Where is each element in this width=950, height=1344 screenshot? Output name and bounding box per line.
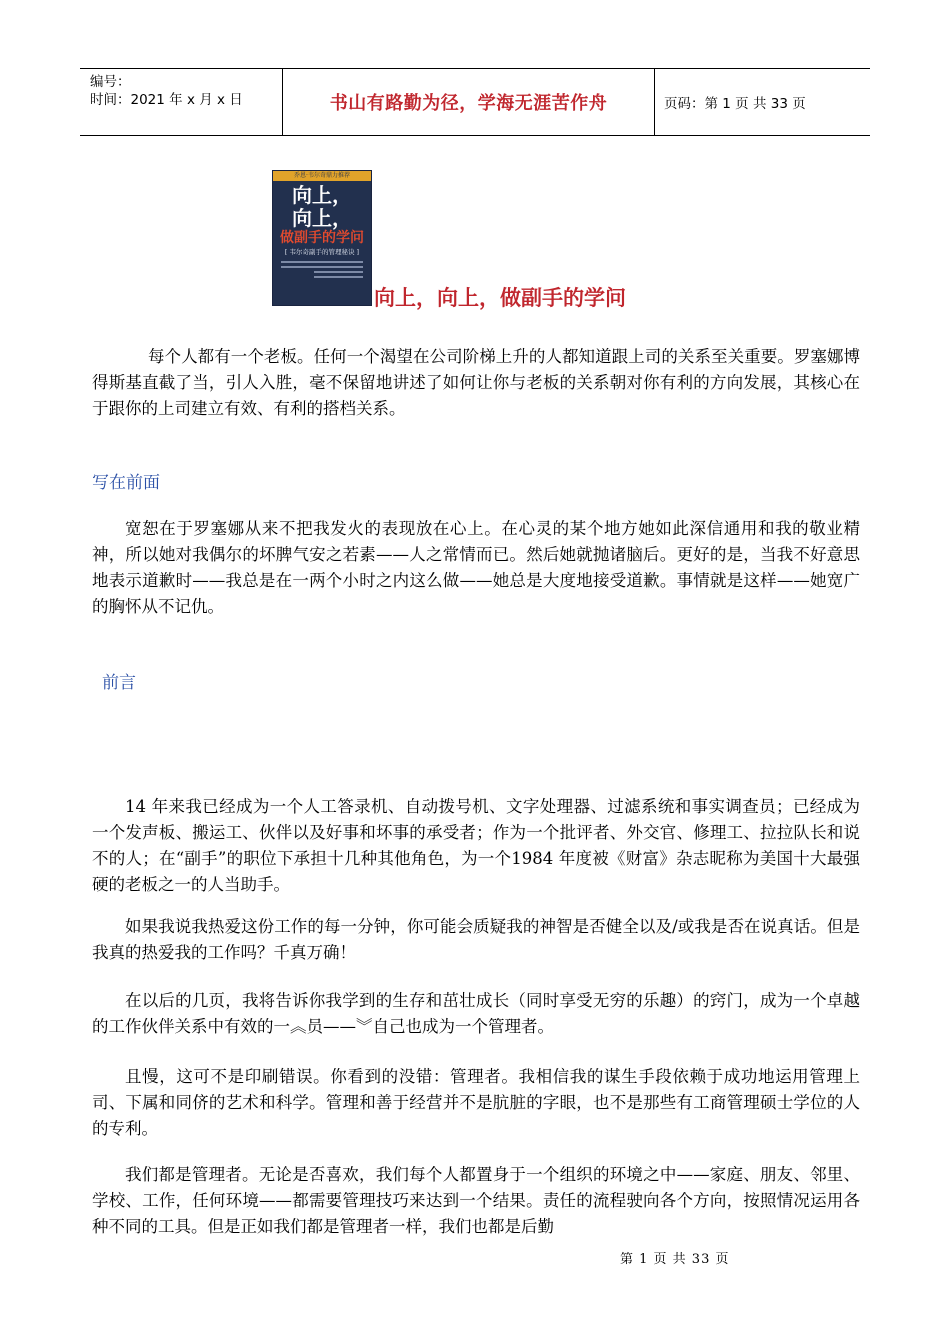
date-label: 时间：2021 年 x 月 x 日 xyxy=(90,92,243,108)
cover-subtitle: 做副手的学问 xyxy=(280,230,364,246)
cover-subtitle2: [ 韦尔奇副手的管理秘诀 ] xyxy=(284,248,360,256)
cover-line1: 向上， xyxy=(292,183,352,207)
intro-paragraph: 每个人都有一个老板。任何一个渴望在公司阶梯上升的人都知道跟上司的关系至关重要。罗塞娜博得斯基直截了当，引人入胜，毫不保留地讲述了如何让你与老板的关系朝对你有利的方向发展，其核心在于跟你的上司建立有效、有利的搭档关系。 xyxy=(92,347,860,418)
section-heading-foreword: 前言 xyxy=(102,673,136,693)
body-paragraph-4: 且慢，这可不是印刷错误。你看到的没错：管理者。我相信我的谋生手段依赖于成功地运用管理上司、下属和同侪的艺术和科学。管理和善于经营并不是肮脏的字眼，也不是那些有工商管理硕士学位的人的专利。 xyxy=(92,1067,860,1138)
cover-line2: 向上， xyxy=(292,206,352,230)
preface-paragraph: 宽恕在于罗塞娜从来不把我发火的表现放在心上。在心灵的某个地方她如此深信通用和我的敬业精神，所以她对我偶尔的坏脾气安之若素——人之常情而已。然后她就抛诸脑后。更好的是，当我不好意思地表示道歉时——我总是在一两个小时之内这么做——她总是大度地接受道歉。事情就是这样——她宽广的胸怀从不记仇。 xyxy=(92,519,861,616)
section-heading-preface: 写在前面 xyxy=(92,473,160,493)
body-paragraph-5: 我们都是管理者。无论是否喜欢，我们每个人都置身于一个组织的环境之中——家庭、朋友、邻里、学校、工作，任何环境——都需要管理技巧来达到一个结果。责任的流程驶向各个方向，按照情况运用各种不同的工具。但是正如我们都是管理者一样，我们也都是后勤 xyxy=(92,1165,860,1236)
header-meta xyxy=(80,69,283,135)
number-label: 编号： xyxy=(90,74,131,90)
header-page-info: 页码：第 1 页 共 33 页 xyxy=(664,96,806,112)
body-paragraph-2: 如果我说我热爱这份工作的每一分钟，你可能会质疑我的神智是否健全以及/或我是否在说真话。但是我真的热爱我的工作吗？千真万确！ xyxy=(92,917,860,962)
body-paragraph-3: 在以后的几页，我将告诉你我学到的生存和茁壮成长（同时享受无穷的乐趣）的窍门，成为一个卓越的工作伙伴关系中有效的一︽员——︾自己也成为一个管理者。 xyxy=(92,991,860,1036)
body-paragraph-1: 14 年来我已经成为一个人工答录机、自动拨号机、文字处理器、过滤系统和事实调查员；已经成为一个发声板、搬运工、伙伴以及好事和坏事的承受者；作为一个批评者、外交官、修理工、拉拉队长和说不的人；在“副手”的职位下承担十几种其他角色，为一个1984 年度被《财富》杂志昵称为美国十大最强硬的老板之一的人当助手。 xyxy=(92,797,860,894)
cover-top-band: 乔恩·韦尔奇鼎力推荐 xyxy=(273,171,371,181)
cover-text-lines xyxy=(281,261,363,278)
page-footer: 第 1 页 共 33 页 xyxy=(620,1252,730,1267)
header-motto: 书山有路勤为径，学海无涯苦作舟 xyxy=(283,69,655,135)
header-table xyxy=(80,68,870,136)
book-cover-image xyxy=(272,170,372,306)
book-title: 向上，向上，做副手的学问 xyxy=(374,286,626,310)
